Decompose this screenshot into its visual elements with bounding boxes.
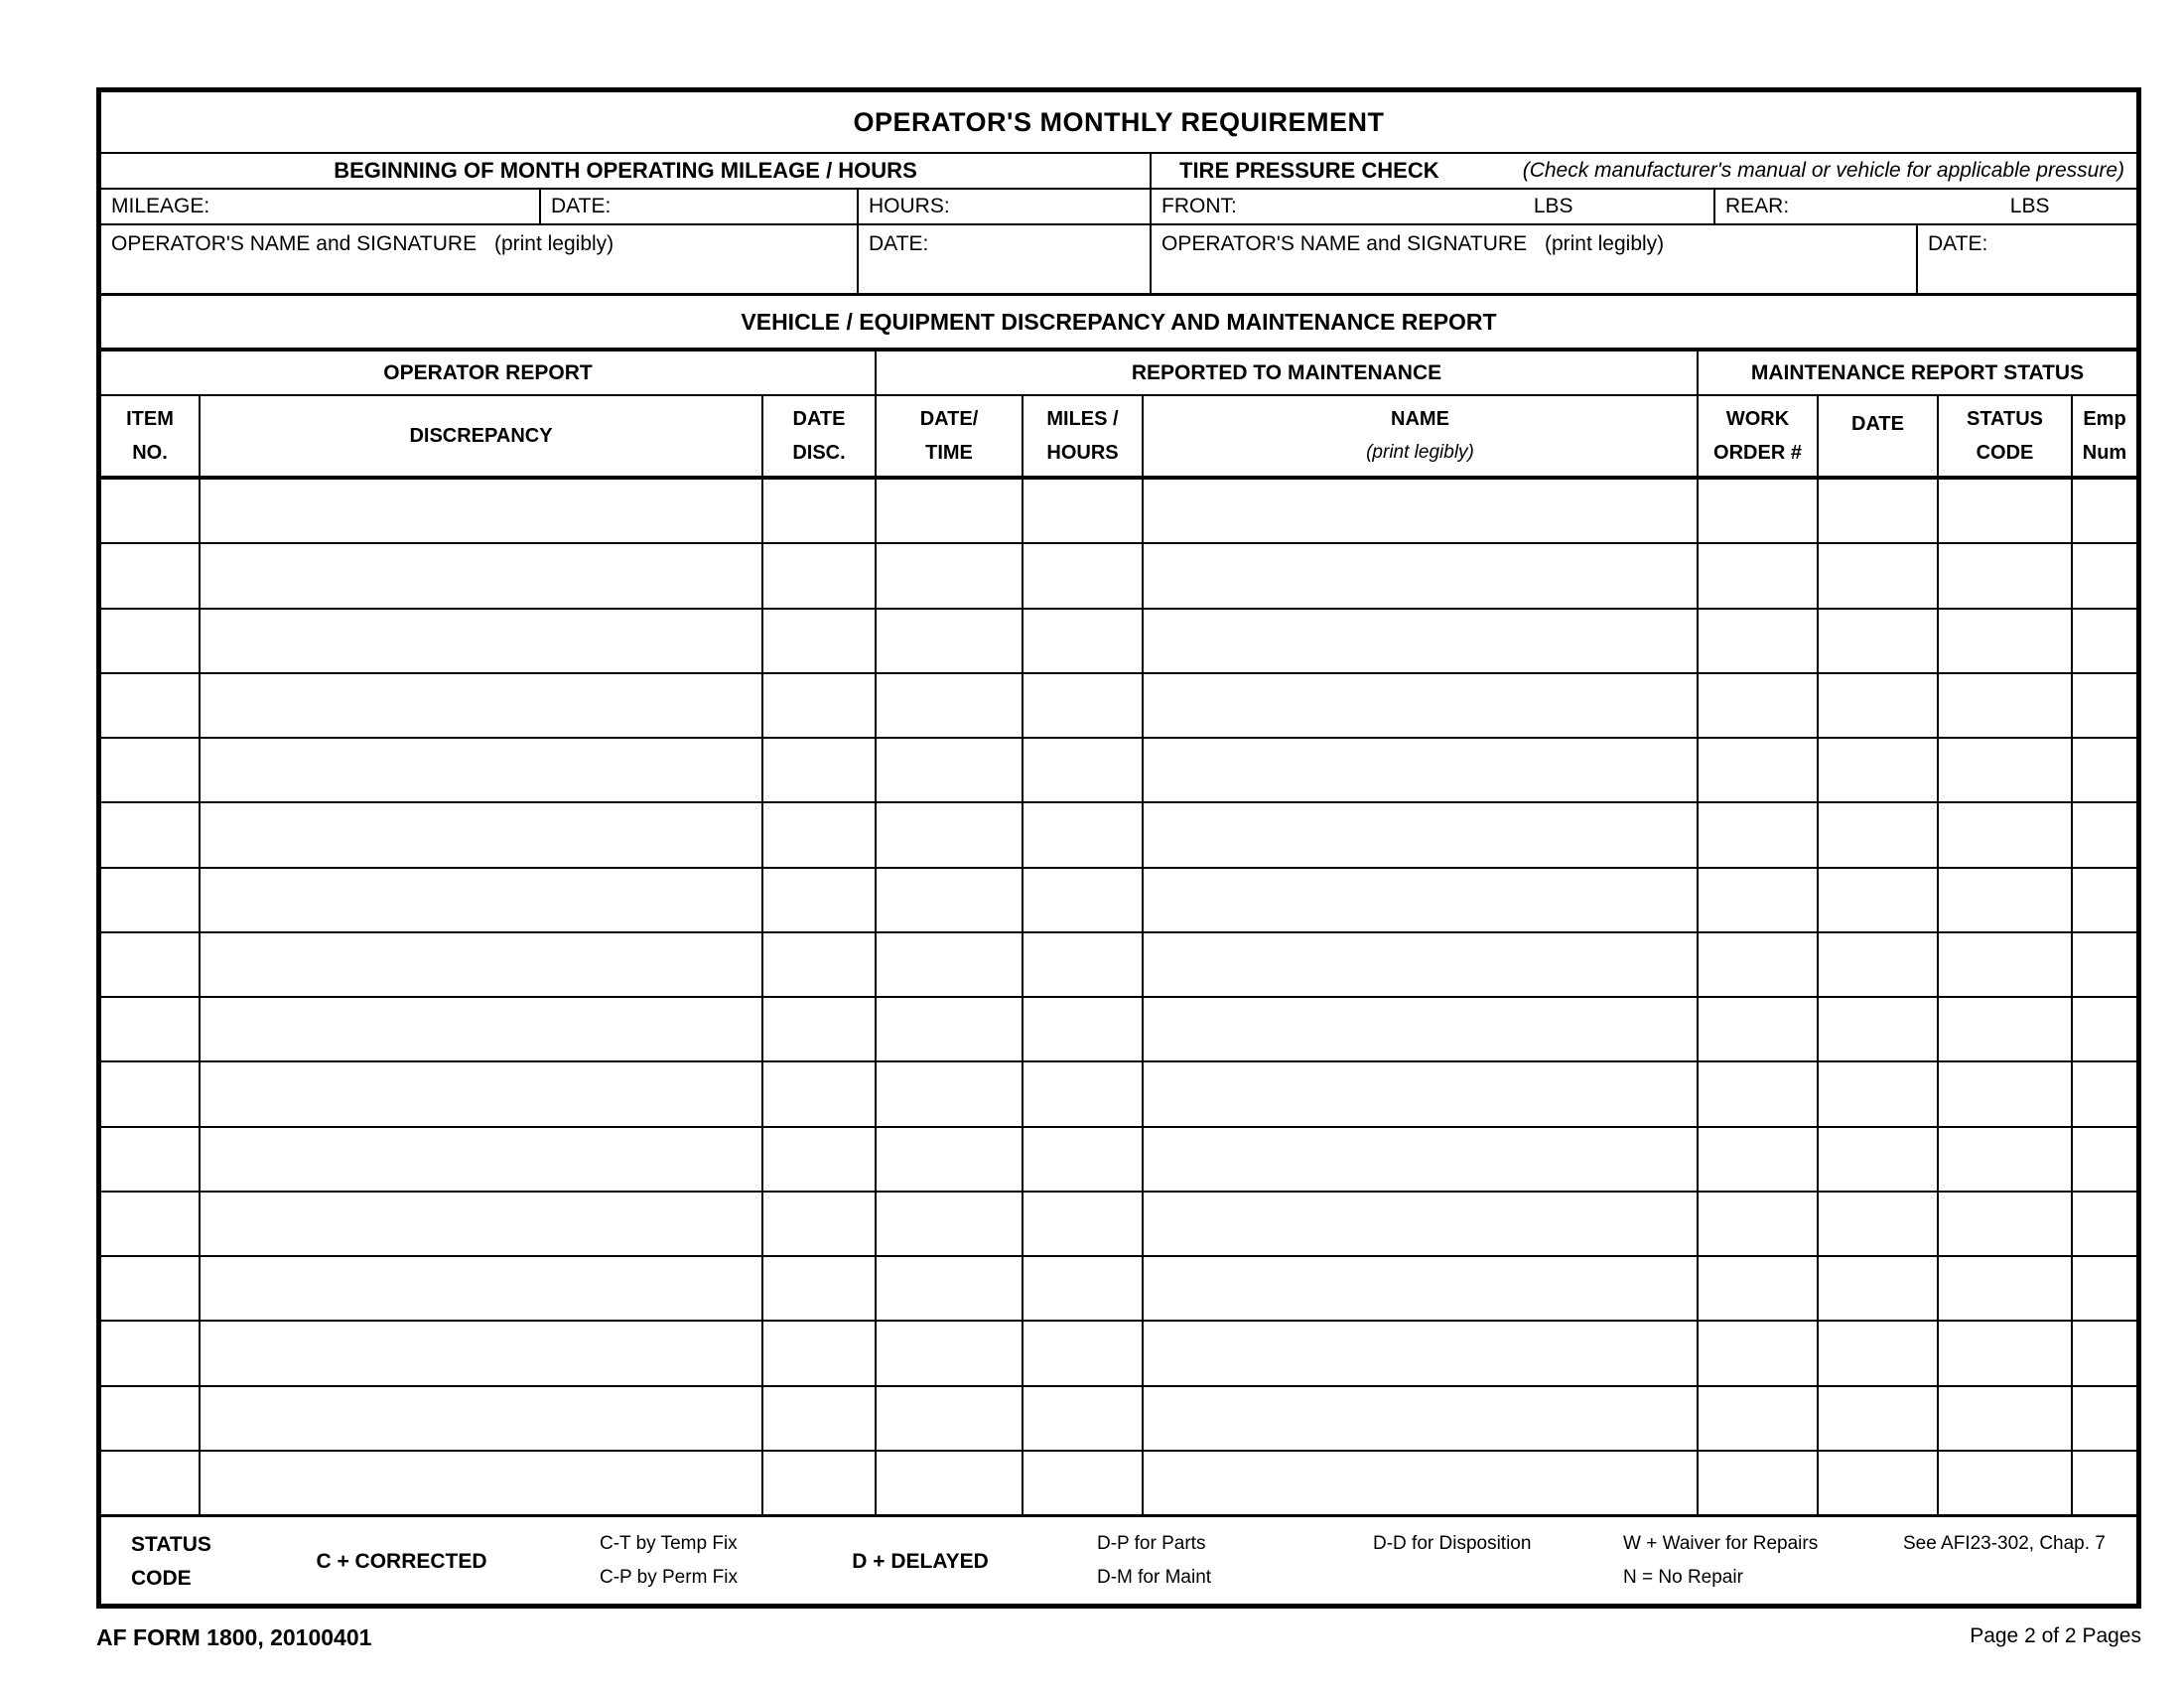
blank-cell[interactable] — [1144, 1452, 1699, 1514]
blank-cell[interactable] — [1819, 933, 1939, 996]
blank-cell[interactable] — [763, 1257, 877, 1320]
blank-cell[interactable] — [201, 1257, 763, 1320]
blank-cell[interactable] — [763, 869, 877, 931]
blank-cell[interactable] — [201, 803, 763, 866]
blank-cell[interactable] — [877, 1257, 1024, 1320]
blank-cell[interactable] — [1024, 1193, 1144, 1255]
col-header-miles-hours: MILES / HOURS — [1024, 396, 1144, 476]
blank-cell[interactable] — [2073, 1193, 2136, 1255]
blank-cell[interactable] — [201, 1452, 763, 1514]
blank-cell[interactable] — [201, 1128, 763, 1191]
section-header-row — [101, 296, 2136, 352]
table-row — [101, 544, 2136, 609]
blank-cell[interactable] — [1024, 674, 1144, 737]
hours-label: HOURS: — [869, 195, 950, 217]
blank-cell[interactable] — [101, 544, 201, 607]
blank-cell[interactable] — [877, 674, 1024, 737]
blank-cell[interactable] — [877, 1128, 1024, 1191]
header-row-mileage-tire — [101, 154, 2136, 190]
date-label: DATE: — [869, 232, 929, 255]
blank-cell[interactable] — [1144, 869, 1699, 931]
blank-cell[interactable] — [1144, 1322, 1699, 1384]
blank-cell[interactable] — [1819, 1387, 1939, 1450]
blank-cell[interactable] — [877, 803, 1024, 866]
blank-cell[interactable] — [1939, 674, 2073, 737]
blank-cell[interactable] — [1939, 1193, 2073, 1255]
blank-cell[interactable] — [763, 1128, 877, 1191]
blank-cell[interactable] — [1939, 803, 2073, 866]
table-row — [101, 1387, 2136, 1452]
blank-cell[interactable] — [763, 1387, 877, 1450]
table-row — [101, 933, 2136, 998]
col-header-date: DATE — [1819, 396, 1939, 476]
blank-cell[interactable] — [1939, 1128, 2073, 1191]
blank-cell[interactable] — [763, 544, 877, 607]
operator-signature-label: OPERATOR'S NAME and SIGNATURE — [111, 232, 478, 255]
blank-cell[interactable] — [763, 1322, 877, 1384]
blank-cell[interactable] — [877, 1452, 1024, 1514]
col-header-work-order: WORK ORDER # — [1699, 396, 1819, 476]
operator-signature-field-right[interactable] — [1152, 225, 1918, 293]
hours-field[interactable] — [859, 190, 1152, 223]
blank-cell[interactable] — [2073, 803, 2136, 866]
blank-cell[interactable] — [2073, 1128, 2136, 1191]
blank-cell[interactable] — [1024, 1062, 1144, 1125]
table-row — [101, 1257, 2136, 1322]
blank-cell[interactable] — [1024, 933, 1144, 996]
blank-cell[interactable] — [101, 1452, 201, 1514]
group-header-row — [101, 352, 2136, 396]
blank-cell[interactable] — [1144, 1193, 1699, 1255]
blank-cell[interactable] — [877, 1322, 1024, 1384]
blank-cell[interactable] — [763, 1193, 877, 1255]
group-operator-report: OPERATOR REPORT — [101, 352, 877, 394]
blank-cell[interactable] — [1699, 674, 1819, 737]
signature-date-field-right[interactable] — [1918, 225, 2136, 293]
mileage-label: MILEAGE: — [111, 195, 210, 217]
blank-cell[interactable] — [1144, 1257, 1699, 1320]
blank-cell[interactable] — [1939, 739, 2073, 801]
blank-cell[interactable] — [1144, 544, 1699, 607]
blank-cell[interactable] — [101, 869, 201, 931]
blank-cell[interactable] — [1024, 1387, 1144, 1450]
blank-cell[interactable] — [101, 998, 201, 1060]
section-header: VEHICLE / EQUIPMENT DISCREPANCY AND MAINTENANCE REPORT — [741, 308, 1497, 335]
blank-cell[interactable] — [1699, 544, 1819, 607]
blank-cell[interactable] — [1819, 998, 1939, 1060]
blank-cell[interactable] — [101, 610, 201, 672]
blank-cell[interactable] — [877, 480, 1024, 542]
blank-cell[interactable] — [1819, 803, 1939, 866]
blank-cell[interactable] — [1819, 480, 1939, 542]
table-row — [101, 803, 2136, 868]
blank-cell[interactable] — [1144, 933, 1699, 996]
col-header-item-no: ITEM NO. — [101, 396, 201, 476]
blank-cell[interactable] — [201, 1062, 763, 1125]
blank-cell[interactable] — [877, 933, 1024, 996]
blank-cell[interactable] — [2073, 739, 2136, 801]
tire-pressure-note: (Check manufacturer's manual or vehicle for applicable pressure) — [1522, 159, 2124, 182]
blank-cell[interactable] — [1024, 544, 1144, 607]
blank-cell[interactable] — [201, 933, 763, 996]
blank-cell[interactable] — [877, 610, 1024, 672]
table-row — [101, 1452, 2136, 1514]
col-header-date-time: DATE/ TIME — [877, 396, 1024, 476]
blank-cell[interactable] — [1939, 480, 2073, 542]
blank-cell[interactable] — [2073, 674, 2136, 737]
col-header-status-code: STATUS CODE — [1939, 396, 2073, 476]
blank-cell[interactable] — [1819, 869, 1939, 931]
af-form-1800 — [96, 87, 2141, 1609]
blank-cell[interactable] — [201, 674, 763, 737]
blank-cell[interactable] — [1699, 1257, 1819, 1320]
blank-cell[interactable] — [877, 1387, 1024, 1450]
blank-cell[interactable] — [877, 1193, 1024, 1255]
blank-cell[interactable] — [2073, 544, 2136, 607]
beginning-of-month-header: BEGINNING OF MONTH OPERATING MILEAGE / HOURS — [101, 154, 1152, 188]
operator-signature-label: OPERATOR'S NAME and SIGNATURE — [1161, 232, 1528, 255]
blank-cell[interactable] — [877, 869, 1024, 931]
table-row — [101, 610, 2136, 674]
blank-cell[interactable] — [2073, 869, 2136, 931]
blank-cell[interactable] — [101, 933, 201, 996]
legend-delayed: D + DELAYED — [852, 1550, 989, 1573]
blank-cell[interactable] — [1939, 610, 2073, 672]
blank-cell[interactable] — [1939, 1322, 2073, 1384]
blank-cell[interactable] — [1024, 480, 1144, 542]
blank-cell[interactable] — [101, 1257, 201, 1320]
blank-cell[interactable] — [101, 1322, 201, 1384]
blank-cell[interactable] — [101, 674, 201, 737]
front-lbs-label: LBS — [1533, 195, 1573, 217]
date-label: DATE: — [551, 195, 612, 217]
blank-cell[interactable] — [1699, 1193, 1819, 1255]
blank-cell[interactable] — [1819, 1452, 1939, 1514]
form-title: OPERATOR'S MONTHLY REQUIREMENT — [853, 106, 1385, 137]
blank-cell[interactable] — [763, 998, 877, 1060]
blank-cell[interactable] — [2073, 610, 2136, 672]
blank-cell[interactable] — [201, 998, 763, 1060]
blank-cell[interactable] — [763, 674, 877, 737]
blank-cell[interactable] — [1144, 1062, 1699, 1125]
front-tire-pressure-field[interactable] — [1152, 190, 1715, 223]
blank-cell[interactable] — [1024, 1128, 1144, 1191]
blank-cell[interactable] — [1699, 1128, 1819, 1191]
blank-cell[interactable] — [201, 739, 763, 801]
blank-cell[interactable] — [877, 544, 1024, 607]
blank-cell[interactable] — [1144, 1387, 1699, 1450]
front-label: FRONT: — [1161, 195, 1237, 217]
rear-tire-pressure-field[interactable] — [1715, 190, 2136, 223]
blank-cell[interactable] — [1024, 998, 1144, 1060]
blank-cell[interactable] — [201, 1193, 763, 1255]
blank-cell[interactable] — [763, 480, 877, 542]
signature-date-field-left[interactable] — [859, 225, 1152, 293]
blank-cell[interactable] — [1699, 933, 1819, 996]
blank-cell[interactable] — [1939, 933, 2073, 996]
blank-cell[interactable] — [2073, 1452, 2136, 1514]
blank-cell[interactable] — [201, 610, 763, 672]
blank-cell[interactable] — [1024, 1452, 1144, 1514]
blank-cell[interactable] — [101, 1387, 201, 1450]
col-header-date-disc: DATE DISC. — [763, 396, 877, 476]
rear-lbs-label: LBS — [2009, 195, 2050, 217]
blank-cell[interactable] — [2073, 1387, 2136, 1450]
blank-cell[interactable] — [1144, 1128, 1699, 1191]
blank-cell[interactable] — [1699, 1062, 1819, 1125]
blank-cell[interactable] — [101, 1062, 201, 1125]
blank-cell[interactable] — [1939, 869, 2073, 931]
table-row — [101, 1062, 2136, 1127]
blank-cell[interactable] — [101, 803, 201, 866]
blank-cell[interactable] — [1819, 1193, 1939, 1255]
blank-cell[interactable] — [1819, 610, 1939, 672]
blank-cell[interactable] — [1144, 803, 1699, 866]
group-reported-to-maintenance: REPORTED TO MAINTENANCE — [877, 352, 1699, 394]
blank-cell[interactable] — [763, 933, 877, 996]
blank-cell[interactable] — [1939, 1062, 2073, 1125]
blank-cell[interactable] — [2073, 1257, 2136, 1320]
blank-cell[interactable] — [877, 1062, 1024, 1125]
blank-cell[interactable] — [763, 803, 877, 866]
blank-cell[interactable] — [201, 869, 763, 931]
blank-cell[interactable] — [2073, 1322, 2136, 1384]
blank-cell[interactable] — [763, 1062, 877, 1125]
blank-cell[interactable] — [1819, 739, 1939, 801]
print-legibly-note: (print legibly) — [1544, 232, 1665, 255]
tire-pressure-label: TIRE PRESSURE CHECK — [1179, 158, 1439, 183]
print-legibly-note: (print legibly) — [493, 232, 614, 255]
col-header-discrepancy: DISCREPANCY — [201, 396, 763, 476]
blank-cell[interactable] — [877, 739, 1024, 801]
blank-cell[interactable] — [1144, 480, 1699, 542]
group-maintenance-report-status: MAINTENANCE REPORT STATUS — [1750, 360, 2085, 384]
blank-cell[interactable] — [1699, 803, 1819, 866]
blank-cell[interactable] — [1699, 1452, 1819, 1514]
date-label: DATE: — [1928, 232, 1988, 255]
blank-cell[interactable] — [1819, 544, 1939, 607]
form-footer — [96, 1624, 2141, 1651]
mileage-hours-row — [101, 190, 2136, 225]
blank-cell[interactable] — [2073, 998, 2136, 1060]
mileage-field[interactable] — [101, 190, 541, 223]
table-row — [101, 998, 2136, 1062]
blank-cell[interactable] — [1024, 1257, 1144, 1320]
blank-cell[interactable] — [101, 1193, 201, 1255]
blank-cell[interactable] — [1144, 739, 1699, 801]
blank-cell[interactable] — [1024, 803, 1144, 866]
operator-signature-row — [101, 225, 2136, 296]
blank-cell[interactable] — [1939, 998, 2073, 1060]
mileage-date-field[interactable] — [541, 190, 859, 223]
blank-cell[interactable] — [1819, 1062, 1939, 1125]
legend-corrected: C + CORRECTED — [316, 1550, 487, 1573]
title-row — [101, 92, 2136, 154]
blank-cell[interactable] — [1819, 1128, 1939, 1191]
blank-cell[interactable] — [1819, 1322, 1939, 1384]
blank-cell[interactable] — [2073, 480, 2136, 542]
blank-cell[interactable] — [1939, 1387, 2073, 1450]
blank-cell[interactable] — [763, 610, 877, 672]
blank-cell[interactable] — [1699, 739, 1819, 801]
blank-cell[interactable] — [1024, 1322, 1144, 1384]
blank-cell[interactable] — [1699, 1322, 1819, 1384]
tire-pressure-header — [1152, 154, 2136, 188]
table-row — [101, 739, 2136, 803]
blank-cell[interactable] — [1024, 739, 1144, 801]
blank-cell[interactable] — [1144, 674, 1699, 737]
blank-cell[interactable] — [1699, 998, 1819, 1060]
table-row — [101, 869, 2136, 933]
blank-cell[interactable] — [1699, 869, 1819, 931]
blank-cell[interactable] — [1939, 1452, 2073, 1514]
blank-cell[interactable] — [1939, 544, 2073, 607]
table-row — [101, 1128, 2136, 1193]
table-row — [101, 480, 2136, 544]
blank-cell[interactable] — [2073, 933, 2136, 996]
blank-cell[interactable] — [1699, 1387, 1819, 1450]
page-number: Page 2 of 2 Pages — [1970, 1624, 2141, 1647]
blank-cell[interactable] — [1819, 1257, 1939, 1320]
blank-cell[interactable] — [763, 1452, 877, 1514]
blank-cell[interactable] — [201, 1322, 763, 1384]
blank-cell[interactable] — [1024, 869, 1144, 931]
col-header-emp-num: Emp Num — [2082, 408, 2127, 464]
blank-cell[interactable] — [201, 544, 763, 607]
table-row — [101, 1193, 2136, 1257]
blank-cell[interactable] — [1939, 1257, 2073, 1320]
blank-cell[interactable] — [201, 1387, 763, 1450]
blank-cell[interactable] — [201, 480, 763, 542]
blank-cell[interactable] — [101, 1128, 201, 1191]
blank-cell[interactable] — [2073, 1062, 2136, 1125]
status-code-legend: STATUS CODE C + CORRECTED C-T by Temp Fix C-P by Perm Fix D + DELAYED D-P for Parts D-M for Maint D-D for Disposition W + Waiver for Repairs N = No Repair See AFI23-302, Chap. 7 — [101, 1514, 2136, 1604]
blank-cell[interactable] — [1699, 610, 1819, 672]
blank-cell[interactable] — [101, 480, 201, 542]
rear-label: REAR: — [1725, 195, 1790, 217]
table-row — [101, 1322, 2136, 1386]
blank-cell[interactable] — [1144, 998, 1699, 1060]
blank-cell[interactable] — [1819, 674, 1939, 737]
blank-cell[interactable] — [1024, 610, 1144, 672]
blank-cell[interactable] — [1699, 480, 1819, 542]
operator-signature-field-left[interactable] — [101, 225, 859, 293]
discrepancy-table-body — [101, 480, 2136, 1514]
blank-cell[interactable] — [877, 998, 1024, 1060]
table-row — [101, 674, 2136, 739]
col-header-name: NAME (print legibly) — [1144, 396, 1699, 476]
blank-cell[interactable] — [1144, 610, 1699, 672]
column-header-row — [101, 396, 2136, 480]
blank-cell[interactable] — [763, 739, 877, 801]
form-number: AF FORM 1800, 20100401 — [96, 1624, 372, 1650]
blank-cell[interactable] — [101, 739, 201, 801]
